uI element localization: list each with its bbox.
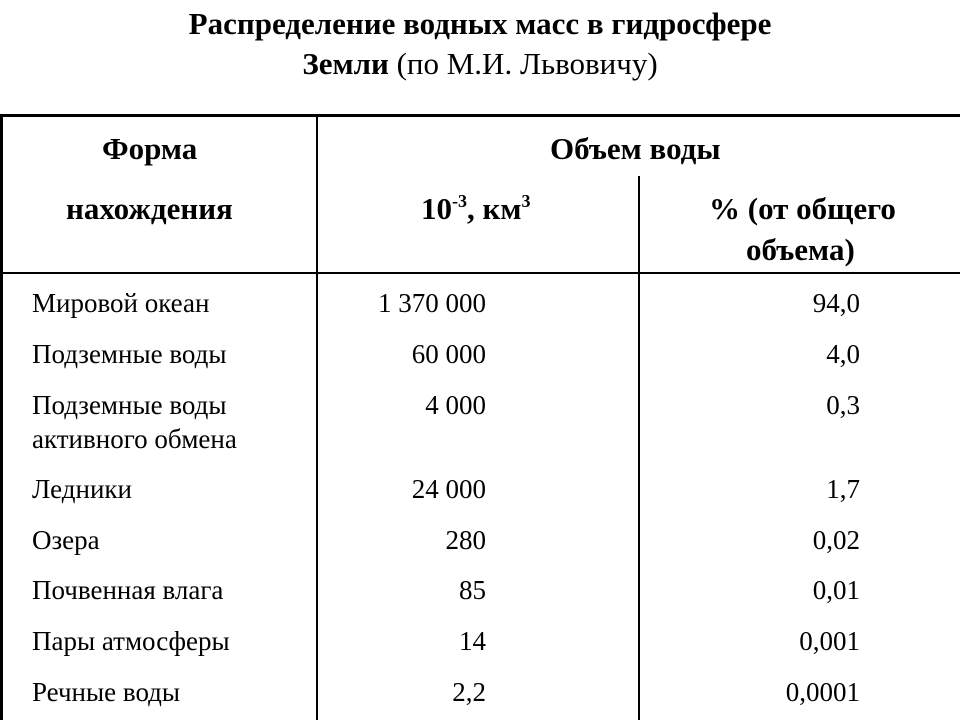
unit-km-exponent: 3: [521, 191, 531, 211]
subtitle-rest: (по М.И. Львовичу): [388, 46, 658, 81]
subtitle-bold: Земли: [302, 46, 389, 81]
row-label: Речные воды: [32, 677, 181, 707]
row-volume: 4 000: [425, 390, 486, 420]
row-percent: 0,02: [812, 525, 860, 555]
row-percent: 4,0: [826, 339, 860, 369]
table-top-border: [0, 114, 960, 117]
row-volume: 14: [459, 626, 486, 656]
header-form-line2: нахождения: [66, 191, 233, 226]
row-percent: 0,01: [812, 575, 860, 605]
header-volume-unit: [421, 191, 530, 227]
header-volume-group: Объем воды: [550, 131, 721, 166]
row-percent: 0,0001: [785, 677, 860, 707]
row-label: Ледники: [32, 474, 132, 504]
unit-base: 10: [421, 191, 452, 226]
row-label: Подземные воды: [32, 339, 227, 369]
row-percent: 0,3: [826, 390, 860, 420]
table-left-border: [0, 114, 3, 720]
row-volume: 85: [459, 575, 486, 605]
page-subtitle: [0, 46, 960, 82]
row-volume: 60 000: [411, 339, 486, 369]
row-label: Пары атмосферы: [32, 626, 230, 656]
page-title: Распределение водных масс в гидросфере: [188, 6, 772, 41]
row-label: Подземные воды: [32, 390, 227, 420]
row-label: Озера: [32, 525, 100, 555]
row-label-line2: активного обмена: [32, 424, 237, 454]
header-percent-line1: % (от общего: [709, 191, 896, 226]
header-percent-line2: объема): [746, 232, 855, 267]
row-volume: 2,2: [452, 677, 486, 707]
row-label: Почвенная влага: [32, 575, 224, 605]
row-volume: 280: [445, 525, 486, 555]
row-percent: 0,001: [799, 626, 860, 656]
row-volume: 1 370 000: [378, 288, 486, 318]
row-label: Мировой океан: [32, 288, 210, 318]
unit-km: , км: [467, 191, 522, 226]
row-percent: 94,0: [812, 288, 860, 318]
header-form-line1: Форма: [102, 131, 198, 166]
header-bottom-border: [0, 272, 960, 274]
row-percent: 1,7: [826, 474, 860, 504]
unit-exponent: -3: [452, 191, 467, 211]
row-volume: 24 000: [411, 474, 486, 504]
